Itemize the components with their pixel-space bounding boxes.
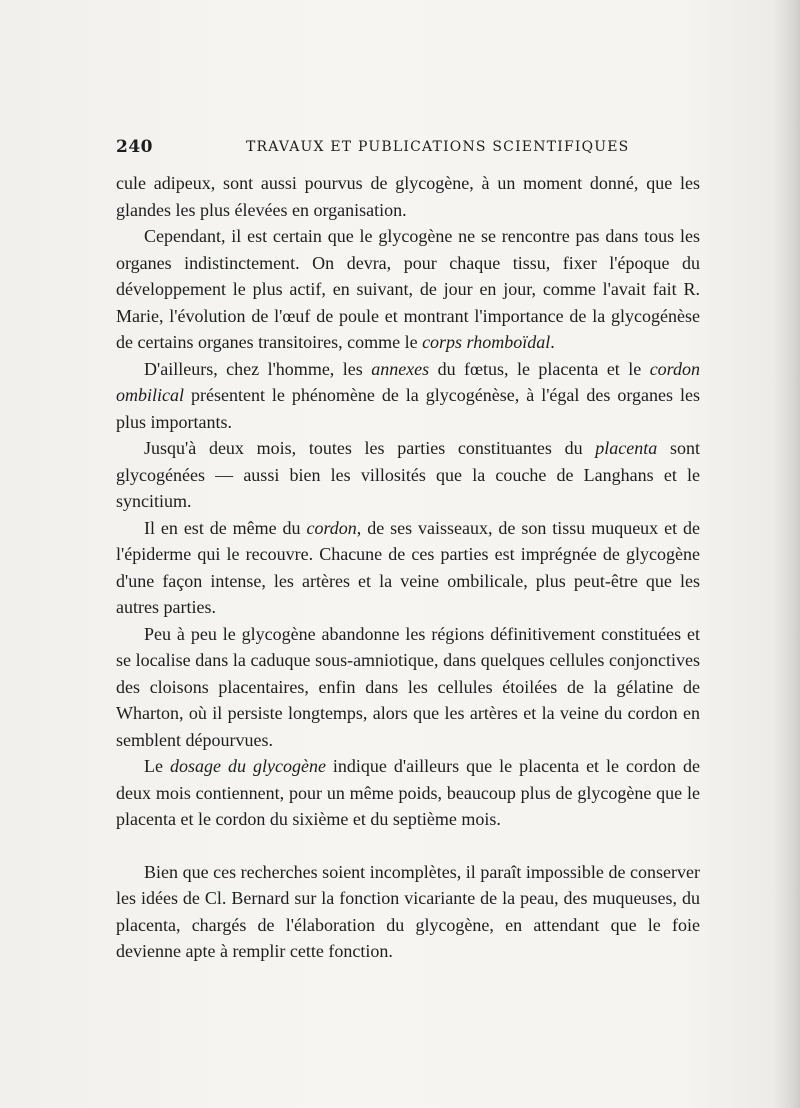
paragraph xyxy=(116,753,700,833)
page-edge-shadow xyxy=(774,0,800,1108)
text-run: . xyxy=(550,332,555,352)
text-run: Il en est de même du xyxy=(144,517,307,538)
page-header xyxy=(116,137,700,161)
italic-term: dosage du glycogène xyxy=(169,756,326,776)
paragraph xyxy=(116,435,700,515)
body-text xyxy=(116,170,700,965)
text-run: indique d'ailleurs que le placenta et le cordon de deux mois contiennent, pour un même poids, beaucoup plus de glycogène que le placenta et le cordon du sixième et du septième mois. xyxy=(116,756,701,829)
italic-term: annexes xyxy=(371,358,430,379)
text-run: cule adipeux, sont aussi pourvus de glycogène, à un moment donné, que les glandes les plus élevées en organisation. xyxy=(116,173,700,220)
text-run: Le xyxy=(144,756,170,776)
text-run: Bien que ces recherches soient incomplètes, il paraît impossible de conserver les idées de Cl. Bernard sur la fonction vicariante de la peau, des muqueuses, du placenta, chargés de l'élaboration du glycogène, en attendant que le foie devienne apte à remplir cette fonction. xyxy=(116,861,700,961)
text-run: du fœtus, le placenta et le xyxy=(429,358,650,379)
paragraph xyxy=(116,170,700,223)
text-run: , de ses vaisseaux, de son tissu muqueux et de l'épiderme qui le recouvre. Chacune de ces parties est imprégnée de glycogène d'une façon intense, les artères et la veine ombilicale, plus peut-être que les autres parties. xyxy=(116,517,700,617)
italic-term: cordon xyxy=(306,517,357,538)
text-run: sont glycogénées — aussi bien les villosités que la couche de Langhans et le syncitium. xyxy=(116,438,700,511)
italic-term: corps rhomboïdal xyxy=(422,332,551,352)
paragraph xyxy=(116,859,700,965)
running-title: TRAVAUX ET PUBLICATIONS SCIENTIFIQUES xyxy=(246,139,630,155)
italic-term: cordon ombilical xyxy=(116,358,701,405)
paragraph xyxy=(116,621,700,754)
paragraph xyxy=(116,356,700,436)
text-run: D'ailleurs, chez l'homme, les xyxy=(144,358,372,379)
text-run: Jusqu'à deux mois, toutes les parties constituantes du xyxy=(144,438,596,458)
text-run: Cependant, il est certain que le glycogène ne se rencontre pas dans tous les organes indistinctement. On devra, pour chaque tissu, fixer l'époque du développement le plus actif, en suivant, de jour en jour, comme l'avait fait R. Marie, l'évolution de l'œuf de poule et montrant l'importance de la glycogénèse de certains organes transitoires, comme le xyxy=(116,226,700,352)
italic-term: placenta xyxy=(595,438,658,458)
page-number: 240 xyxy=(116,137,153,157)
text-run: présentent le phénomène de la glycogénèse, à l'égal des organes les plus importants. xyxy=(116,385,700,432)
paragraph xyxy=(116,223,700,356)
paragraph xyxy=(116,515,700,621)
text-run: Peu à peu le glycogène abandonne les régions définitivement constituées et se localise dans la caduque sous-amniotique, dans quelques cellules conjonctives des cloisons placentaires, enfin dans les cellules étoilées de la gélatine de Wharton, où il persiste longtemps, alors que les artères et la veine du cordon en semblent dépourvues. xyxy=(116,623,700,750)
